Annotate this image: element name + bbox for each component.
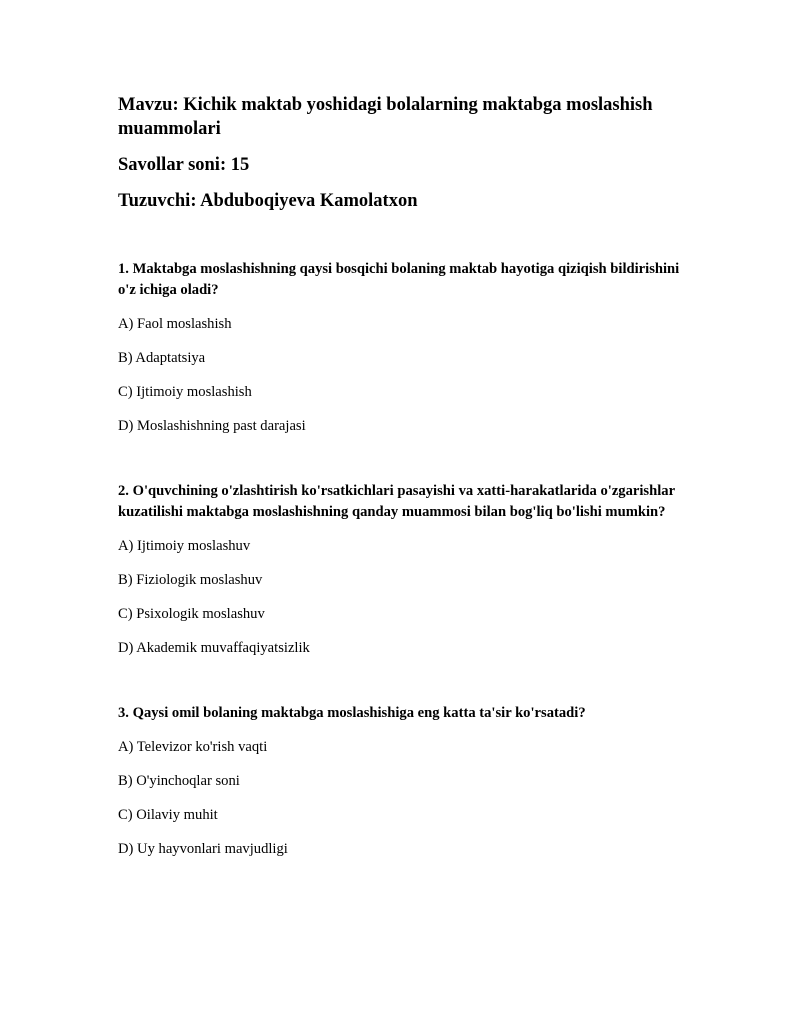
question-text: 1. Maktabga moslashishning qaysi bosqichi bolaning maktab hayotiga qiziqish bildirishini o'z ichiga oladi?	[118, 261, 680, 298]
answer-option-d: D) Uy hayvonlari mavjudligi	[118, 841, 288, 857]
question-text: 2. O'quvchining o'zlashtirish ko'rsatkichlari pasayishi va xatti-harakatlarida o'zgarishlar kuzatilishi maktabga moslashishning qanday muammosi bilan bog'liq bo'lishi mumkin?	[118, 483, 675, 520]
topic-heading: Mavzu: Kichik maktab yoshidagi bolalarning maktabga moslashish muammolari	[118, 95, 653, 139]
answer-option-a: A) Ijtimoiy moslashuv	[118, 538, 251, 554]
question-text: 3. Qaysi omil bolaning maktabga moslashishiga eng katta ta'sir ko'rsatadi?	[118, 705, 586, 721]
answer-option-a: A) Televizor ko'rish vaqti	[118, 739, 268, 755]
answer-option-b: B) Fiziologik moslashuv	[118, 572, 263, 588]
answer-option-c: C) Ijtimoiy moslashish	[118, 384, 252, 400]
answer-option-d: D) Moslashishning past darajasi	[118, 418, 306, 434]
question-block-3	[118, 703, 698, 859]
answer-options	[118, 737, 698, 859]
answer-option-d: D) Akademik muvaffaqiyatsizlik	[118, 640, 310, 656]
answer-option-c: C) Oilaviy muhit	[118, 807, 218, 823]
answer-options	[118, 314, 698, 436]
question-count-heading: Savollar soni: 15	[118, 155, 250, 175]
author-heading: Tuzuvchi: Abduboqiyeva Kamolatxon	[118, 191, 418, 211]
document-page	[118, 93, 698, 859]
answer-option-b: B) O'yinchoqlar soni	[118, 773, 240, 789]
answer-option-b: B) Adaptatsiya	[118, 350, 206, 366]
answer-options	[118, 536, 698, 658]
question-block-2	[118, 481, 698, 658]
question-block-1	[118, 259, 698, 436]
answer-option-c: C) Psixologik moslashuv	[118, 606, 265, 622]
answer-option-a: A) Faol moslashish	[118, 316, 232, 332]
